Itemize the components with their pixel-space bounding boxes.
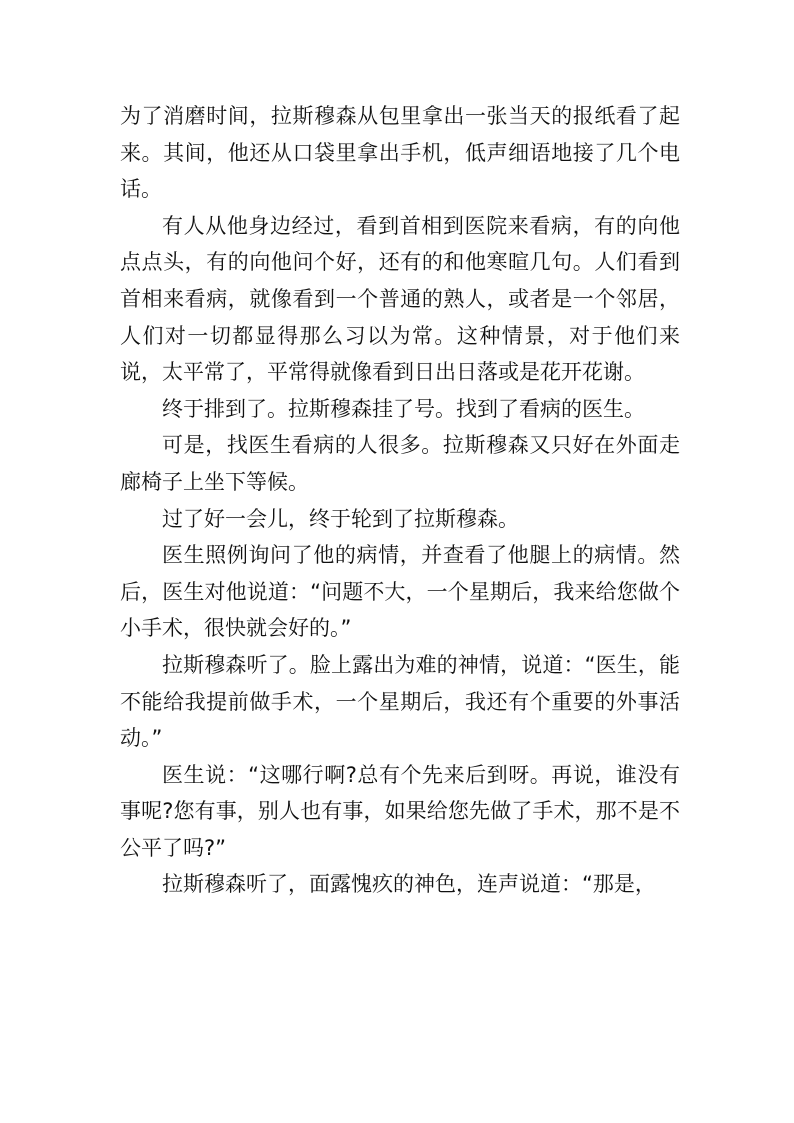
body-text xyxy=(120,98,680,903)
paragraph: 有人从他身边经过，看到首相到医院来看病，有的向他点点头，有的向他问个好，还有的和他寒暄几句。人们看到首相来看病，就像看到一个普通的熟人，或者是一个邻居，人们对一切都显得那么习以为常。这种情景，对于他们来说，太平常了，平常得就像看到日出日落或是花开花谢。 xyxy=(120,213,680,385)
paragraph: 终于排到了。拉斯穆森挂了号。找到了看病的医生。 xyxy=(162,396,645,421)
paragraph: 过了好一会儿，终于轮到了拉斯穆森。 xyxy=(162,506,519,531)
paragraph: 可是，找医生看病的人很多。拉斯穆森又只好在外面走廊椅子上坐下等候。 xyxy=(120,433,680,494)
paragraph: 为了消磨时间，拉斯穆森从包里拿出一张当天的报纸看了起来。其间，他还从口袋里拿出手机，低声细语地接了几个电话。 xyxy=(120,104,680,202)
paragraph: 医生说：“这哪行啊?总有个先来后到呀。再说，谁没有事呢?您有事，别人也有事，如果给您先做了手术，那不是不公平了吗?” xyxy=(120,762,680,860)
paragraph: 拉斯穆森听了。脸上露出为难的神情，说道：“医生，能不能给我提前做手术，一个星期后，我还有个重要的外事活动。” xyxy=(120,652,680,751)
paragraph: 拉斯穆森听了，面露愧疚的神色，连声说道：“那是， xyxy=(162,872,656,897)
paragraph: 医生照例询问了他的病情，并查看了他腿上的病情。然后，医生对他说道：“问题不大，一个星期后，我来给您做个小手术，很快就会好的。” xyxy=(120,543,680,641)
